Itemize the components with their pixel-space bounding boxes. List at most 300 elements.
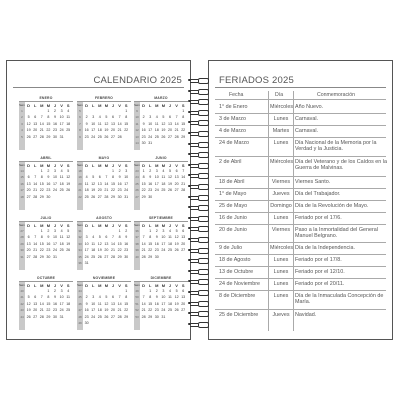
day-cell: 26 — [66, 248, 71, 253]
day-cell: 19 — [26, 308, 31, 313]
weekday-header — [19, 103, 73, 108]
day-cell: 2 — [118, 169, 121, 173]
day-cell: 22 — [148, 308, 153, 313]
day-cell: 23 — [46, 248, 51, 253]
weekday-label: L — [33, 163, 37, 168]
weekday-label: D — [142, 163, 146, 168]
month-name: MAYO — [98, 156, 110, 160]
day-cell: 28 — [181, 188, 186, 193]
day-cell: 11 — [97, 301, 102, 306]
header-date: Fecha — [229, 92, 244, 98]
day-cell: 16 — [53, 301, 57, 306]
day-cell: 19 — [174, 301, 179, 306]
day-cell: 15 — [39, 181, 44, 186]
day-cell: 9 — [125, 235, 128, 240]
weekday-label: S — [124, 283, 128, 288]
calendar-page — [6, 60, 191, 340]
day-cell: 3 — [60, 289, 63, 293]
weekday-label: S — [181, 223, 185, 228]
week-number: 34 — [78, 248, 82, 253]
month-octubre — [19, 276, 73, 332]
column-divider — [293, 91, 294, 331]
day-cell: 15 — [46, 301, 51, 306]
month-mayo — [77, 156, 131, 212]
week-number: 23 — [135, 169, 139, 173]
day-cell: 22 — [46, 128, 51, 133]
day-cell: 8 — [142, 175, 145, 180]
weekday-label: L — [91, 163, 95, 168]
day-cell: 13 — [111, 121, 115, 126]
day-cell: 2 — [54, 109, 56, 113]
day-cell: 21 — [39, 308, 44, 313]
weekday-header — [77, 103, 131, 108]
day-cell: 24 — [84, 254, 89, 259]
column-divider — [268, 91, 269, 331]
day-cell: 3 — [54, 169, 56, 173]
weekday-label: V — [175, 223, 178, 228]
week-number: 28 — [20, 235, 24, 240]
day-cell: 7 — [142, 235, 145, 240]
day-cell: 26 — [91, 194, 96, 199]
binding-ring — [190, 248, 208, 252]
weekday-label: S — [124, 223, 128, 228]
binding-ring — [190, 184, 208, 188]
holiday-description: Día del Veterano y de los Caídos en la Guerra de Malvinas. — [295, 159, 387, 171]
day-cell: 11 — [84, 181, 89, 186]
binding-ring — [190, 195, 208, 199]
day-cell: 16 — [53, 121, 57, 126]
day-cell: 4 — [169, 229, 171, 233]
day-cell: 30 — [154, 314, 159, 319]
week-number: 12 — [135, 128, 139, 133]
day-cell: 20 — [26, 248, 31, 253]
weekday-label: V — [118, 163, 121, 168]
week-number: 40 — [20, 289, 24, 293]
day-cell: 15 — [46, 121, 51, 126]
day-cell: 3 — [155, 169, 158, 173]
day-cell: 23 — [141, 134, 146, 139]
day-cell: 19 — [104, 128, 109, 133]
binding-ring — [190, 279, 208, 283]
day-cell: 13 — [181, 235, 186, 240]
week-number: 10 — [135, 115, 139, 120]
holiday-date: 4 de Marzo — [219, 128, 246, 134]
weekday-label: M — [104, 103, 109, 108]
day-cell: 23 — [154, 308, 159, 313]
month-name: FEBRERO — [95, 96, 113, 100]
binding-ring — [190, 89, 208, 93]
day-cell: 20 — [97, 188, 102, 193]
day-cell: 4 — [92, 235, 95, 240]
binding-ring — [190, 216, 208, 220]
day-cell: 22 — [181, 128, 186, 133]
day-cell: 5 — [27, 295, 30, 300]
day-cell: 6 — [105, 235, 108, 240]
month-noviembre — [77, 276, 131, 332]
holiday-weekday: Lunes — [273, 215, 289, 221]
holiday-weekday: Lunes — [273, 140, 289, 146]
day-cell: 30 — [53, 314, 57, 319]
day-cell: 21 — [181, 181, 186, 186]
binding-ring — [190, 173, 208, 177]
holiday-weekday: Lunes — [273, 269, 289, 275]
holiday-date: 8 de Diciembre — [219, 293, 256, 299]
weekday-label: S — [66, 103, 70, 108]
holiday-date: 18 de Agosto — [219, 257, 251, 263]
calendar-title: CALENDARIO 2025 — [93, 75, 182, 86]
day-cell: 9 — [85, 121, 88, 126]
day-cell: 13 — [33, 301, 38, 306]
weekday-header — [134, 163, 188, 168]
binding-ring — [190, 152, 208, 156]
day-cell: 5 — [162, 115, 165, 120]
week-number: 39 — [135, 248, 139, 253]
day-cell: 19 — [97, 248, 102, 253]
month-junio — [134, 156, 188, 212]
day-cell: 26 — [174, 308, 179, 313]
week-number: 5 — [21, 134, 23, 139]
day-cell: 13 — [181, 295, 186, 300]
week-number: 6 — [79, 115, 81, 120]
day-cell: 9 — [47, 235, 50, 240]
week-number: 36 — [78, 261, 82, 265]
day-cell: 23 — [117, 188, 122, 193]
day-cell: 9 — [47, 175, 50, 180]
weekday-label: D — [85, 283, 89, 288]
day-cell: 7 — [34, 235, 37, 240]
week-number: 44 — [20, 314, 24, 319]
day-cell: 13 — [97, 181, 102, 186]
day-cell: 3 — [60, 109, 63, 113]
day-cell: 9 — [118, 175, 121, 180]
day-cell: 27 — [181, 248, 186, 253]
day-cell: 13 — [26, 181, 31, 186]
day-cell: 20 — [33, 128, 38, 133]
day-cell: 24 — [124, 188, 129, 193]
day-cell: 18 — [66, 121, 71, 126]
weekday-label: M — [98, 163, 102, 168]
day-cell: 12 — [97, 241, 102, 246]
day-cell: 1 — [125, 289, 128, 293]
weekday-label: J — [168, 103, 172, 108]
holiday-description: Día Nacional de la Memoria por la Verdad y la Justicia. — [295, 140, 377, 152]
month-julio — [19, 216, 73, 272]
day-cell: 7 — [112, 235, 114, 240]
weekday-label: D — [85, 163, 89, 168]
weekday-label: L — [148, 163, 152, 168]
month-divider — [77, 101, 131, 102]
day-cell: 17 — [148, 128, 153, 133]
day-cell: 14 — [174, 121, 179, 126]
weekday-label: D — [27, 283, 31, 288]
header-day: Día — [275, 92, 284, 98]
day-cell: 15 — [111, 181, 115, 186]
day-cell: 14 — [141, 301, 146, 306]
day-cell: 14 — [33, 241, 38, 246]
day-cell: 31 — [59, 314, 64, 319]
weekday-label: J — [53, 223, 57, 228]
day-cell: 19 — [168, 181, 172, 186]
weekday-label: J — [168, 163, 172, 168]
day-cell: 14 — [33, 181, 38, 186]
day-cell: 27 — [111, 134, 115, 139]
day-cell: 20 — [174, 181, 179, 186]
day-cell: 19 — [161, 128, 166, 133]
month-divider — [19, 101, 73, 102]
binding-ring — [190, 301, 208, 305]
month-divider — [134, 281, 188, 282]
weekday-label: L — [91, 283, 95, 288]
day-cell: 14 — [39, 121, 44, 126]
week-number: 27 — [20, 229, 24, 233]
day-cell: 26 — [161, 134, 166, 139]
weekday-label: M — [40, 163, 44, 168]
day-cell: 16 — [154, 241, 159, 246]
day-cell: 6 — [98, 175, 101, 180]
weekday-label: J — [53, 283, 57, 288]
day-cell: 6 — [27, 235, 30, 240]
holiday-weekday: Lunes — [273, 116, 289, 122]
day-cell: 26 — [104, 314, 109, 319]
weekday-label: M — [98, 103, 102, 108]
day-cell: 1 — [112, 169, 114, 173]
day-cell: 9 — [155, 295, 158, 300]
day-cell: 28 — [117, 314, 122, 319]
day-cell: 6 — [175, 169, 178, 173]
binding-ring — [190, 311, 208, 315]
day-cell: 9 — [149, 175, 152, 180]
day-cell: 25 — [59, 188, 64, 193]
day-cell: 2 — [142, 115, 145, 120]
day-cell: 7 — [34, 175, 37, 180]
day-cell: 10 — [84, 241, 89, 246]
week-number: 45 — [78, 295, 82, 300]
day-cell: 8 — [112, 175, 114, 180]
weekday-header — [19, 163, 73, 168]
weekday-label: S — [66, 283, 70, 288]
day-cell: 11 — [154, 121, 159, 126]
day-cell: 12 — [91, 181, 96, 186]
day-cell: 15 — [39, 241, 44, 246]
row-divider — [215, 113, 386, 114]
day-cell: 26 — [26, 134, 31, 139]
week-number: 9 — [79, 134, 81, 139]
weekday-label: M — [161, 283, 166, 288]
day-cell: 15 — [124, 121, 129, 126]
binding-ring — [190, 237, 208, 241]
day-cell: 10 — [53, 175, 57, 180]
week-number: 47 — [78, 308, 82, 313]
holiday-date: 2 de Abril — [219, 159, 242, 165]
day-cell: 5 — [27, 115, 30, 120]
holiday-date: 18 de Abril — [219, 179, 245, 185]
holiday-date: 25 de Mayo — [219, 203, 248, 209]
week-number: 13 — [135, 134, 139, 139]
day-cell: 16 — [46, 241, 51, 246]
day-cell: 15 — [141, 181, 146, 186]
row-divider — [215, 176, 386, 177]
day-cell: 14 — [181, 175, 186, 180]
day-cell: 13 — [168, 121, 172, 126]
day-cell: 21 — [33, 188, 38, 193]
day-cell: 30 — [154, 254, 159, 259]
holidays-page — [208, 60, 393, 340]
holiday-weekday: Domingo — [270, 203, 292, 209]
week-number: 50 — [135, 295, 139, 300]
day-cell: 3 — [149, 115, 152, 120]
day-cell: 26 — [26, 314, 31, 319]
week-number: 43 — [20, 308, 24, 313]
week-number: 15 — [20, 175, 24, 180]
week-number: 1 — [21, 109, 23, 113]
weekday-label: S — [181, 163, 185, 168]
day-cell: 21 — [111, 248, 115, 253]
holiday-description: Feriado por el 17/8. — [295, 257, 342, 263]
binding-ring — [190, 78, 208, 82]
day-cell: 19 — [26, 128, 31, 133]
month-name: MARZO — [154, 96, 168, 100]
day-cell: 20 — [33, 308, 38, 313]
month-diciembre — [134, 276, 188, 332]
day-cell: 31 — [161, 314, 166, 319]
day-cell: 7 — [40, 115, 43, 120]
row-divider — [215, 200, 386, 201]
weekday-label: Sem — [134, 103, 140, 107]
month-febrero — [77, 96, 131, 152]
holiday-description: Carnaval. — [295, 116, 319, 122]
day-cell: 10 — [53, 235, 57, 240]
week-number: 21 — [78, 188, 82, 193]
day-cell: 25 — [168, 308, 172, 313]
holiday-date: 20 de Junio — [219, 227, 247, 233]
day-cell: 30 — [117, 194, 122, 199]
day-cell: 16 — [46, 181, 51, 186]
day-cell: 28 — [104, 194, 109, 199]
day-cell: 21 — [174, 128, 179, 133]
binding-ring — [190, 269, 208, 273]
week-number: 17 — [20, 188, 24, 193]
holiday-date: 9 de Julio — [219, 245, 243, 251]
day-cell: 18 — [161, 181, 166, 186]
day-cell: 3 — [92, 115, 95, 120]
day-cell: 7 — [105, 175, 108, 180]
binding-ring — [190, 120, 208, 124]
day-cell: 24 — [154, 188, 159, 193]
day-cell: 29 — [148, 254, 153, 259]
week-number: 40 — [135, 254, 139, 259]
day-cell: 26 — [97, 254, 102, 259]
week-number: 51 — [135, 301, 139, 306]
day-cell: 8 — [40, 235, 43, 240]
day-cell: 9 — [142, 121, 145, 126]
day-cell: 20 — [111, 308, 115, 313]
day-cell: 5 — [175, 229, 178, 233]
holiday-weekday: Miércoles — [270, 104, 294, 110]
holiday-description: Día de la Inmaculada Concepción de María. — [295, 293, 384, 305]
day-cell: 6 — [182, 229, 185, 233]
weekday-label: V — [60, 103, 63, 108]
row-divider — [215, 188, 386, 189]
weekday-label: Sem — [134, 223, 140, 227]
day-cell: 8 — [40, 175, 43, 180]
week-number: 14 — [135, 141, 139, 145]
weekday-header — [134, 103, 188, 108]
day-cell: 3 — [125, 169, 128, 173]
day-cell: 26 — [66, 188, 71, 193]
holiday-date: 1° de Enero — [219, 104, 248, 110]
day-cell: 3 — [85, 235, 88, 240]
day-cell: 1 — [149, 289, 152, 293]
weekday-label: D — [27, 163, 31, 168]
day-cell: 17 — [59, 121, 64, 126]
week-number: 19 — [78, 175, 82, 180]
day-cell: 15 — [117, 241, 122, 246]
month-divider — [134, 161, 188, 162]
day-cell: 5 — [169, 169, 171, 173]
day-cell: 10 — [124, 175, 129, 180]
day-cell: 24 — [91, 314, 96, 319]
day-cell: 30 — [53, 134, 57, 139]
row-divider — [215, 242, 386, 243]
week-number: 20 — [78, 181, 82, 186]
day-cell: 8 — [125, 295, 128, 300]
weekday-label: S — [124, 103, 128, 108]
day-cell: 26 — [168, 188, 172, 193]
weekday-label: L — [91, 223, 95, 228]
weekday-label: J — [111, 103, 115, 108]
holiday-description: Feriado por el 12/10. — [295, 269, 345, 275]
week-number: 30 — [20, 248, 24, 253]
day-cell: 3 — [54, 229, 56, 233]
day-cell: 24 — [59, 128, 64, 133]
day-cell: 31 — [53, 254, 57, 259]
day-cell: 27 — [111, 314, 115, 319]
day-cell: 18 — [59, 241, 64, 246]
weekday-label: D — [27, 103, 31, 108]
day-cell: 1 — [40, 169, 43, 173]
day-cell: 22 — [124, 308, 129, 313]
weekday-label: J — [111, 163, 115, 168]
day-cell: 2 — [47, 169, 50, 173]
weekday-label: M — [40, 103, 44, 108]
day-cell: 18 — [84, 188, 89, 193]
weekday-label: D — [27, 223, 31, 228]
day-cell: 8 — [125, 115, 128, 120]
day-cell: 27 — [33, 314, 38, 319]
day-cell: 14 — [117, 301, 122, 306]
month-divider — [77, 161, 131, 162]
day-cell: 29 — [46, 314, 51, 319]
month-name: NOVIEMBRE — [92, 276, 116, 280]
day-cell: 3 — [162, 229, 165, 233]
day-cell: 31 — [59, 134, 64, 139]
weekday-label: M — [155, 103, 159, 108]
binding-ring — [190, 131, 208, 135]
day-cell: 30 — [148, 194, 153, 199]
day-cell: 27 — [97, 194, 102, 199]
row-divider — [215, 266, 386, 267]
holidays-title: FERIADOS 2025 — [219, 75, 294, 86]
month-name: AGOSTO — [96, 216, 112, 220]
day-cell: 26 — [104, 134, 109, 139]
day-cell: 29 — [39, 254, 44, 259]
month-divider — [77, 281, 131, 282]
day-cell: 15 — [148, 301, 153, 306]
day-cell: 22 — [124, 128, 129, 133]
day-cell: 16 — [148, 181, 153, 186]
weekday-label: M — [46, 283, 51, 288]
weekday-label: S — [181, 103, 185, 108]
